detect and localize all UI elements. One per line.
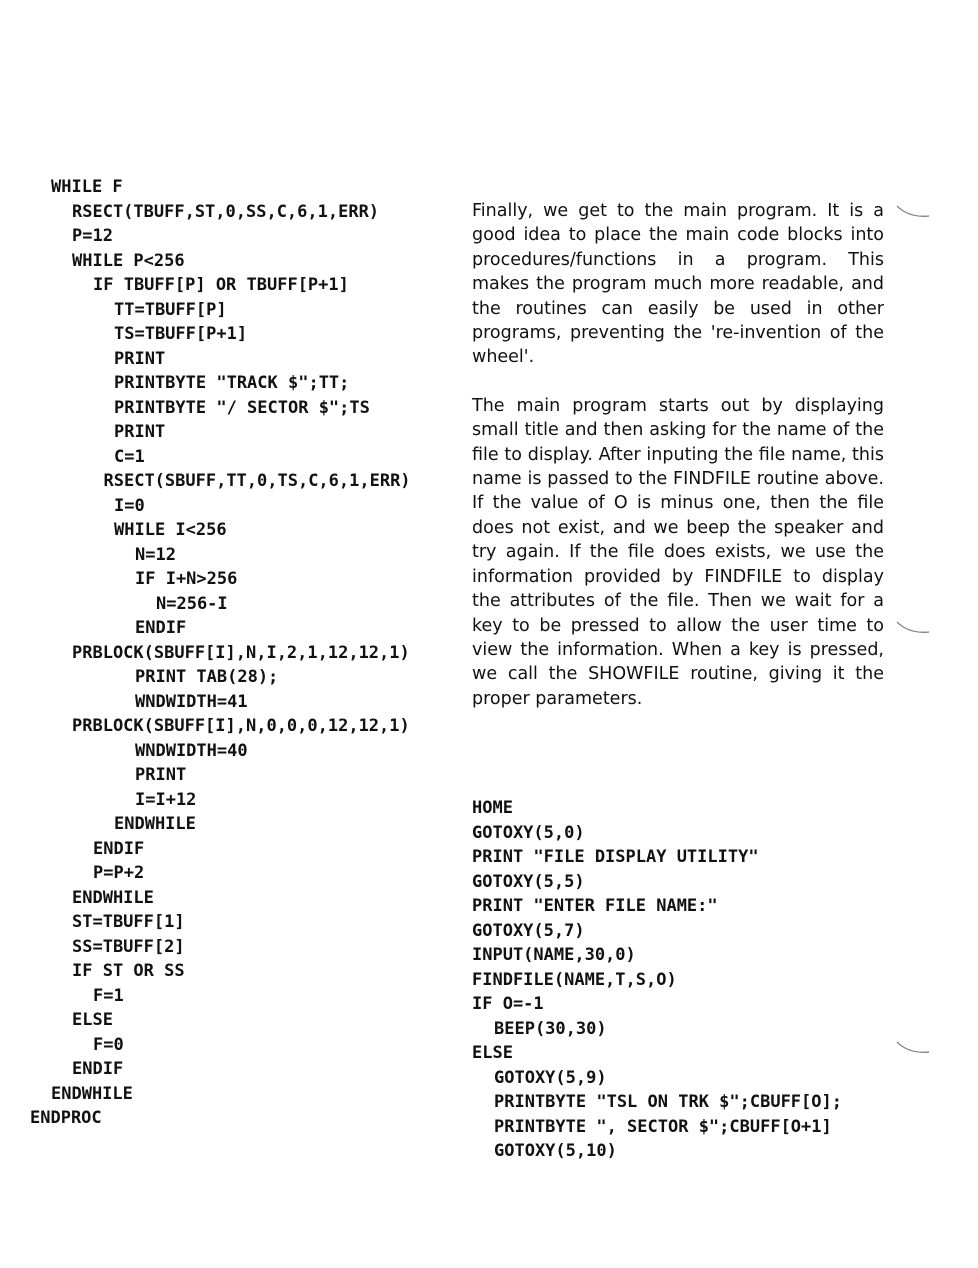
code-line: F=1 bbox=[93, 985, 124, 1006]
code-line: RSECT(TBUFF,ST,0,SS,C,6,1,ERR) bbox=[72, 201, 380, 222]
code-line: I=I+12 bbox=[135, 789, 197, 810]
code-line: I=0 bbox=[114, 495, 145, 516]
code-line: HOME bbox=[472, 798, 513, 818]
code-line: GOTOXY(5,0) bbox=[472, 822, 585, 843]
code-line: ENDIF bbox=[93, 838, 145, 859]
margin-tick-mark bbox=[895, 618, 935, 638]
code-line: ENDWHILE bbox=[51, 1083, 133, 1104]
paragraph-2: The main program starts out by displaying small title and then asking for the name of the file to display. After inputing the file name, this name is passed to the FINDFILE routine above. If the value of O is minus one, then the file does not exist, and we beep the speaker and try again. If the file does exists, we use the information provided by FINDFILE to display the attributes of the file. Then we wait for a key to be pressed to allow the user time to view the information. When a key is pressed, we call the SHOWFILE routine, giving it the proper parameters. bbox=[472, 395, 884, 709]
code-line: ENDIF bbox=[72, 1059, 124, 1079]
code-line: PRINT bbox=[114, 422, 166, 442]
code-line: GOTOXY(5,7) bbox=[472, 920, 585, 941]
code-line: PRBLOCK(SBUFF[I],N,I,2,1,12,12,1) bbox=[72, 642, 410, 663]
code-line: TS=TBUFF[P+1] bbox=[114, 324, 248, 344]
code-line: ELSE bbox=[472, 1043, 513, 1063]
code-line: PRBLOCK(SBUFF[I],N,0,0,0,12,12,1) bbox=[72, 716, 410, 736]
code-line: SS=TBUFF[2] bbox=[72, 936, 185, 957]
code-line: PRINT "ENTER FILE NAME:" bbox=[472, 896, 718, 916]
code-line: ENDWHILE bbox=[72, 887, 154, 908]
paragraph-1: Finally, we get to the main program. It is a good idea to place the main code blocks into procedures/functions in a program. This makes the program much more readable, and the routines can easily be used in other programs, preventing the 're-invention of the wheel'. bbox=[472, 201, 884, 368]
code-line: PRINT TAB(28); bbox=[135, 667, 279, 687]
code-line: PRINT "FILE DISPLAY UTILITY" bbox=[472, 847, 759, 867]
margin-tick-mark bbox=[895, 202, 935, 222]
code-line: P=P+2 bbox=[93, 863, 145, 883]
code-line: PRINTBYTE "/ SECTOR $";TS bbox=[114, 397, 370, 418]
code-line: GOTOXY(5,9) bbox=[494, 1067, 607, 1088]
code-line: PRINTBYTE "TRACK $";TT; bbox=[114, 373, 350, 393]
code-line: TT=TBUFF[P] bbox=[114, 299, 227, 320]
code-line: F=0 bbox=[93, 1034, 124, 1055]
margin-tick-mark bbox=[895, 1038, 935, 1058]
right-code-listing bbox=[472, 796, 942, 1164]
code-line: P=12 bbox=[72, 226, 113, 246]
code-line: IF TBUFF[P] OR TBUFF[P+1] bbox=[93, 275, 349, 295]
code-line: C=1 bbox=[114, 446, 145, 467]
code-line: FINDFILE(NAME,T,S,O) bbox=[472, 969, 677, 990]
code-line: GOTOXY(5,10) bbox=[494, 1141, 617, 1161]
code-line: WHILE F bbox=[51, 177, 123, 197]
code-line: PRINTBYTE ", SECTOR $";CBUFF[O+1] bbox=[494, 1116, 832, 1137]
code-line: N=12 bbox=[135, 544, 176, 565]
code-line: ENDIF bbox=[135, 618, 187, 638]
code-line: PRINT bbox=[135, 765, 187, 785]
code-line: INPUT(NAME,30,0) bbox=[472, 945, 636, 965]
code-line: WNDWIDTH=41 bbox=[135, 691, 248, 712]
code-line: WHILE P<256 bbox=[72, 250, 185, 271]
code-line: N=256-I bbox=[156, 593, 228, 614]
code-line: PRINTBYTE "TSL ON TRK $";CBUFF[O]; bbox=[494, 1092, 842, 1112]
code-line: GOTOXY(5,5) bbox=[472, 871, 585, 892]
left-code-listing bbox=[30, 175, 450, 1131]
explanation-text bbox=[472, 199, 884, 735]
code-line: IF O=-1 bbox=[472, 994, 544, 1014]
code-line: WHILE I<256 bbox=[114, 520, 227, 540]
code-line: RSECT(SBUFF,TT,0,TS,C,6,1,ERR) bbox=[103, 471, 411, 491]
code-line: PRINT bbox=[114, 348, 166, 369]
code-line: BEEP(30,30) bbox=[494, 1018, 607, 1039]
code-line: ENDPROC bbox=[30, 1108, 102, 1128]
code-line: ENDWHILE bbox=[114, 814, 196, 834]
code-line: ELSE bbox=[72, 1010, 113, 1030]
code-line: WNDWIDTH=40 bbox=[135, 740, 248, 761]
code-line: ST=TBUFF[1] bbox=[72, 912, 185, 932]
code-line: IF I+N>256 bbox=[135, 569, 238, 589]
code-line: IF ST OR SS bbox=[72, 961, 185, 981]
